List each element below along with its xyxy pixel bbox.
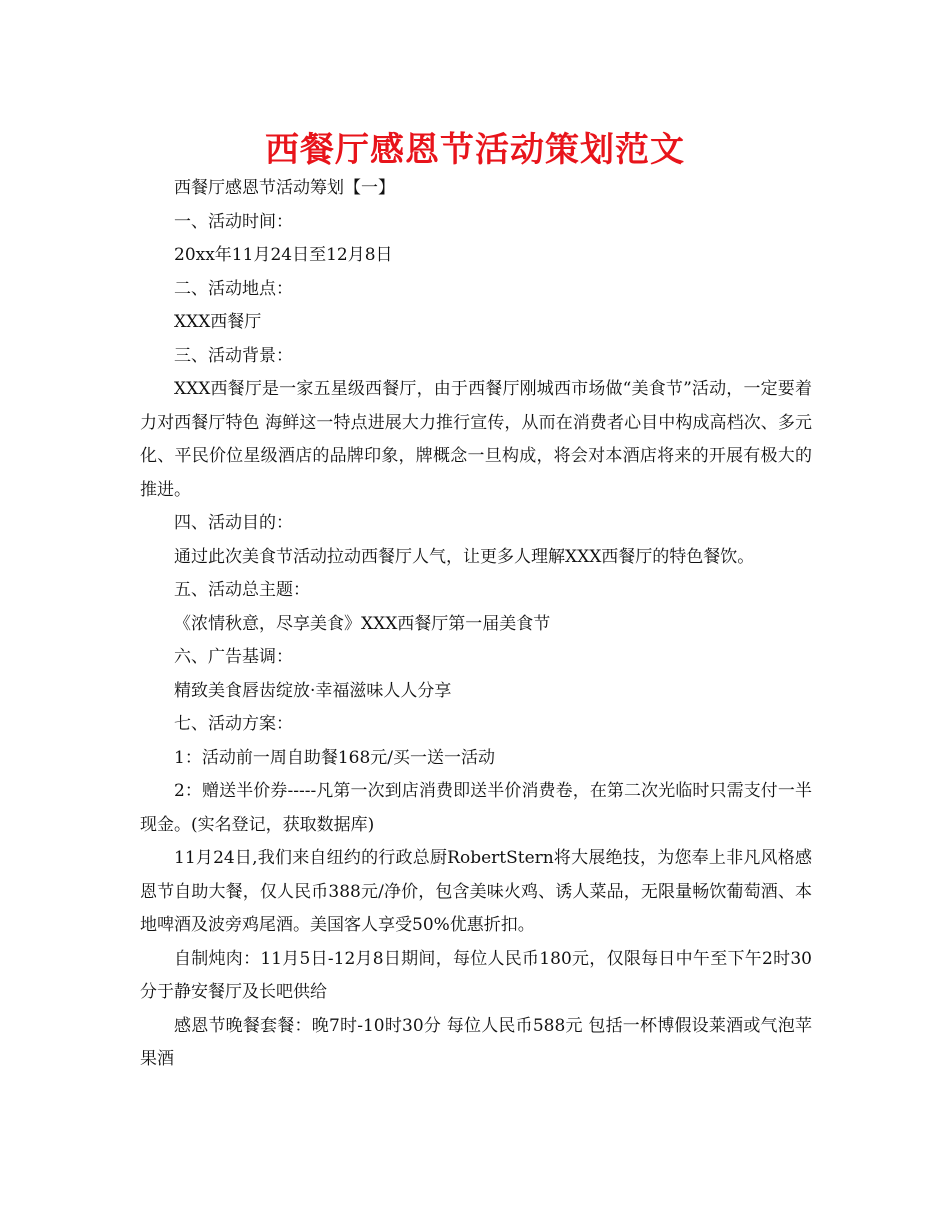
document-body xyxy=(140,172,812,1077)
document-title: 西餐厅感恩节活动策划范文 xyxy=(265,130,685,170)
paragraph-17: 11月24日,我们来自纽约的行政总厨RobertStern将大展绝技，为您奉上非凡风格感恩节自助大餐，仅人民币388元/净价，包含美味火鸡、诱人菜品，无限量畅饮葡萄酒、本地啤酒及波旁鸡尾酒。美国客人享受50%优惠折扣。 xyxy=(140,848,812,935)
paragraph-12: 六、广告基调： xyxy=(174,647,293,667)
paragraph-4: 二、活动地点： xyxy=(174,278,293,299)
paragraph-11: 《浓情秋意，尽享美食》XXX西餐厅第一届美食节 xyxy=(174,613,551,634)
paragraph-15: 1：活动前一周自助餐168元/买一送一活动 xyxy=(174,747,495,768)
paragraph-5: XXX西餐厅 xyxy=(174,312,262,332)
paragraph-6: 三、活动背景： xyxy=(174,345,293,366)
paragraph-9: 通过此次美食节活动拉动西餐厅人气，让更多人理解XXX西餐厅的特色餐饮。 xyxy=(174,546,755,567)
paragraph-19: 感恩节晚餐套餐：晚7时-10时30分 每位人民币588元 包括一杯博假设莱酒或气泡苹果酒 xyxy=(140,1015,812,1069)
paragraph-7: XXX西餐厅是一家五星级西餐厅，由于西餐厅刚城西市场做“美食节”活动，一定要着力对西餐厅特色 海鲜这一特点进展大力推行宣传，从而在消费者心目中构成高档次、多元化、平民价位星级酒店的品牌印象，牌概念一旦构成，将会对本酒店将来的开展有极大的推进。 xyxy=(140,379,812,500)
paragraph-16: 2：赠送半价券-----凡第一次到店消费即送半价消费卷，在第二次光临时只需支付一半现金。(实名登记，获取数据库) xyxy=(140,781,812,835)
paragraph-3: 20xx年11月24日至12月8日 xyxy=(174,245,393,265)
paragraph-1: 西餐厅感恩节活动筹划【一】 xyxy=(174,178,395,198)
paragraph-14: 七、活动方案： xyxy=(174,714,293,734)
paragraph-10: 五、活动总主题： xyxy=(174,580,310,600)
paragraph-18: 自制炖肉：11月5日-12月8日期间，每位人民币180元，仅限每日中午至下午2时30分于静安餐厅及长吧供给 xyxy=(140,948,812,1002)
paragraph-8: 四、活动目的： xyxy=(174,513,293,533)
paragraph-2: 一、活动时间： xyxy=(174,211,293,232)
paragraph-13: 精致美食唇齿绽放·幸福滋味人人分享 xyxy=(174,680,452,701)
